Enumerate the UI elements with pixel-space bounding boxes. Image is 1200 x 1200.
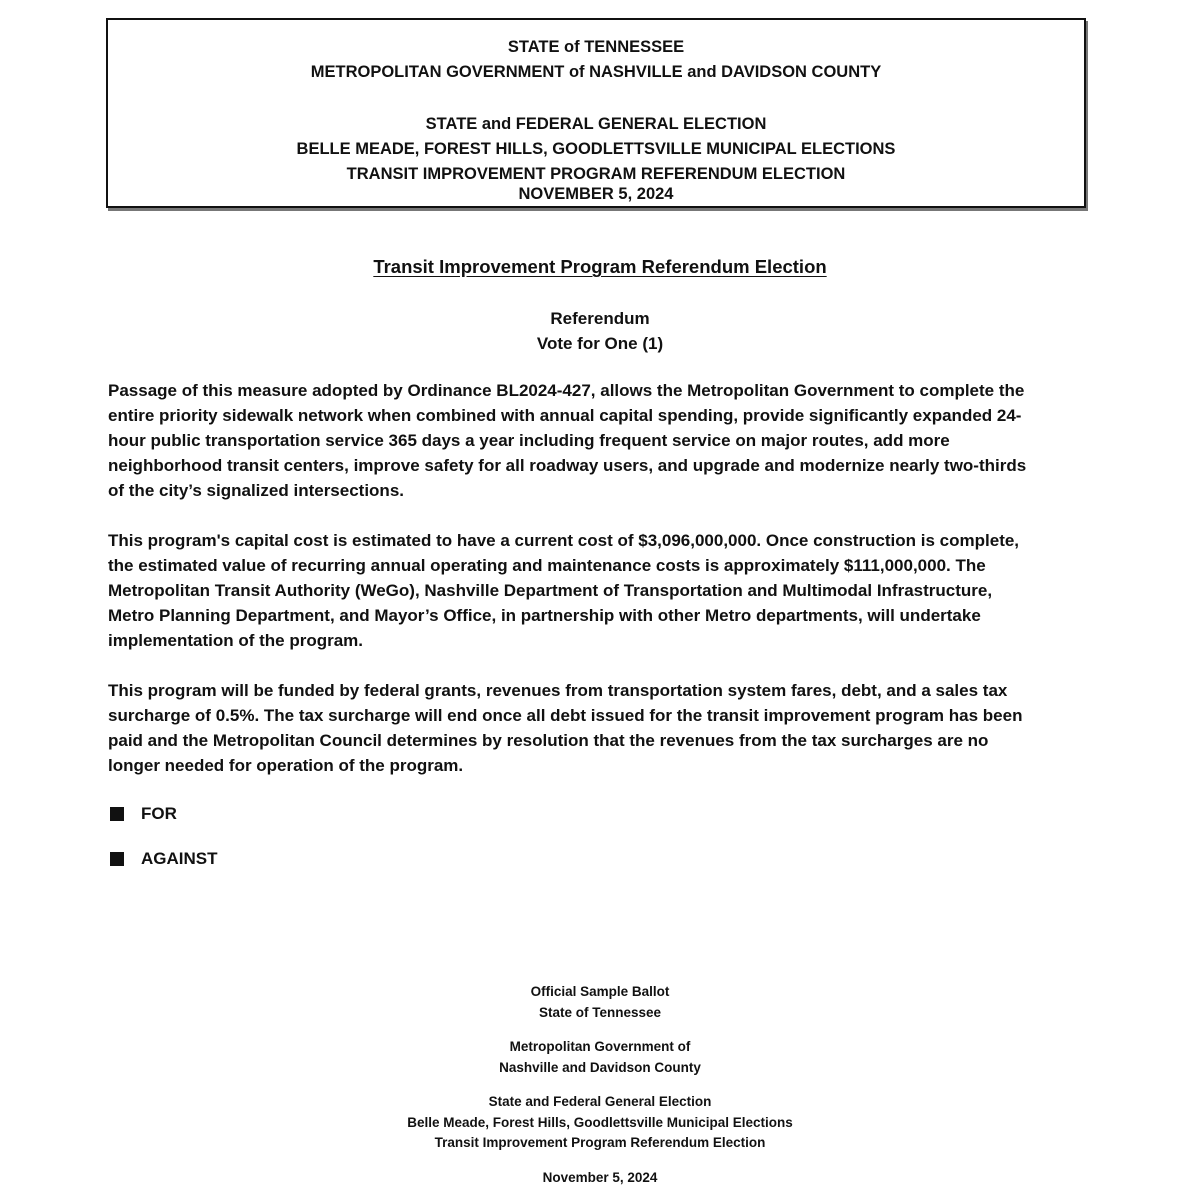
footer-line: Transit Improvement Program Referendum Election xyxy=(434,1135,766,1150)
section-type: Referendum xyxy=(550,309,650,328)
paragraph-line: paid and the Metropolitan Council determines by resolution that the revenues from the tax surcharges are no xyxy=(108,731,989,750)
footer-elections xyxy=(0,1092,1200,1154)
vote-box-against[interactable] xyxy=(110,852,124,866)
paragraph-line: hour public transportation service 365 days a year including frequent service on major routes, add more xyxy=(108,431,950,450)
paragraph-line: surcharge of 0.5%. The tax surcharge will end once all debt issued for the transit improvement program has been xyxy=(108,706,1023,725)
paragraph-line: neighborhood transit centers, improve safety for all roadway users, and upgrade and modernize nearly two-thirds xyxy=(108,456,1027,475)
paragraph-line: This program's capital cost is estimated to have a current cost of $3,096,000,000. Once construction is complete, xyxy=(108,531,1020,550)
paragraph-line: This program will be funded by federal grants, revenues from transportation system fares, debt, and a sales tax xyxy=(108,681,1008,700)
option-against-label: AGAINST xyxy=(141,849,218,868)
paragraph-line: of the city’s signalized intersections. xyxy=(108,481,404,500)
header-jurisdiction xyxy=(108,35,1084,85)
section-subheading xyxy=(0,306,1200,356)
paragraph-line: entire priority sidewalk network when combined with annual capital spending, provide significantly expanded 24- xyxy=(108,406,1022,425)
footer-government xyxy=(0,1037,1200,1078)
option-against[interactable] xyxy=(110,848,218,870)
header-date xyxy=(108,182,1084,207)
header-date-text: NOVEMBER 5, 2024 xyxy=(518,185,674,203)
ballot-footer xyxy=(0,982,1200,1188)
header-general-election: STATE and FEDERAL GENERAL ELECTION xyxy=(425,115,767,133)
footer-line: Nashville and Davidson County xyxy=(499,1059,701,1075)
vote-box-for[interactable] xyxy=(110,807,124,821)
footer-line: Official Sample Ballot xyxy=(530,984,670,999)
footer-line: Belle Meade, Forest Hills, Goodlettsville Municipal Elections xyxy=(407,1114,793,1130)
paragraph-line: implementation of the program. xyxy=(108,631,364,650)
section-title xyxy=(0,256,1200,278)
paragraph-line: Metropolitan Transit Authority (WeGo), Nashville Department of Transportation and Multimodal Infrastructure, xyxy=(108,581,993,600)
paragraph-line: the estimated value of recurring annual operating and maintenance costs is approximately $111,000,000. The xyxy=(108,556,986,575)
paragraph-line: Passage of this measure adopted by Ordinance BL2024-427, allows the Metropolitan Government to complete the xyxy=(108,381,1025,400)
header-metro-government: METROPOLITAN GOVERNMENT of NASHVILLE and DAVIDSON COUNTY xyxy=(310,63,882,81)
footer-line: State and Federal General Election xyxy=(488,1094,712,1109)
option-for[interactable] xyxy=(110,803,177,825)
section-instruction: Vote for One (1) xyxy=(536,334,664,353)
header-municipal-elections: BELLE MEADE, FOREST HILLS, GOODLETTSVILLE MUNICIPAL ELECTIONS xyxy=(296,140,896,158)
header-referendum-election: TRANSIT IMPROVEMENT PROGRAM REFERENDUM ELECTION xyxy=(346,165,846,183)
measure-paragraph-3 xyxy=(108,678,1098,778)
paragraph-line: Metro Planning Department, and Mayor’s Office, in partnership with other Metro departments, will undertake xyxy=(108,606,981,625)
header-elections xyxy=(108,112,1084,187)
measure-paragraph-2 xyxy=(108,528,1098,653)
paragraph-line: longer needed for operation of the program. xyxy=(108,756,464,775)
footer-line: Metropolitan Government of xyxy=(509,1039,691,1054)
footer-date-text: November 5, 2024 xyxy=(542,1169,658,1185)
ballot-header-box xyxy=(106,18,1086,208)
measure-paragraph-1 xyxy=(108,378,1098,503)
option-for-label: FOR xyxy=(141,804,177,823)
footer-ballot-type xyxy=(0,982,1200,1023)
section-title-text: Transit Improvement Program Referendum Election xyxy=(373,256,827,277)
footer-line: State of Tennessee xyxy=(538,1004,662,1020)
footer-date xyxy=(0,1168,1200,1189)
header-state: STATE of TENNESSEE xyxy=(507,38,685,56)
